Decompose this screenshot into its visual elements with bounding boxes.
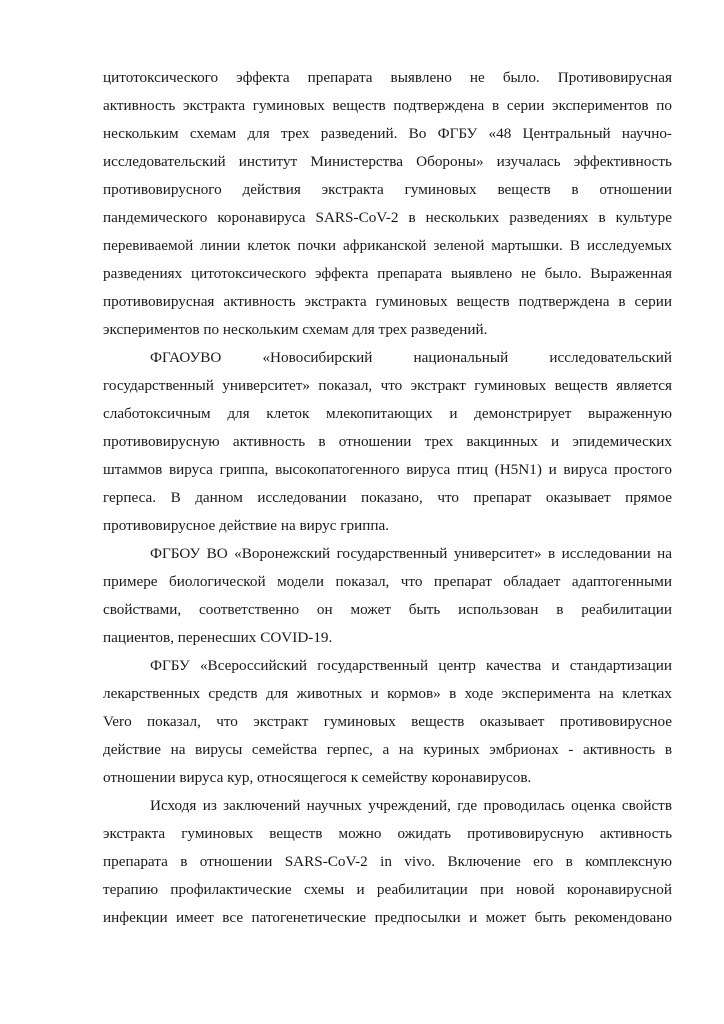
paragraph-2-line-5: штаммов вируса гриппа, высокопатогенного вируса птиц (H5N1) и вируса простого (103, 461, 672, 478)
paragraph-1-line-4: исследовательский институт Министерства Обороны» изучалась эффективность (103, 153, 672, 170)
paragraph-1-line-1: цитотоксического эффекта препарата выявлено не было. Противовирусная (103, 69, 672, 86)
paragraph-5-line-4: терапию профилактические схемы и реабилитации при новой коронавирусной (103, 881, 672, 898)
paragraph-3-line-2: примере биологической модели показал, что препарат обладает адаптогенными (103, 573, 672, 590)
paragraph-3-line-4: пациентов, перенесших COVID-19. (103, 629, 333, 646)
paragraph-1-line-6: пандемического коронавируса SARS-CoV-2 в нескольких разведениях в культуре (103, 209, 672, 226)
paragraph-1-line-8: разведениях цитотоксического эффекта препарата выявлено не было. Выраженная (103, 265, 672, 282)
paragraph-5-line-3: препарата в отношении SARS-CoV-2 in vivo. Включение его в комплексную (103, 853, 672, 870)
paragraph-4-line-4: действие на вирусы семейства герпес, а на куриных эмбрионах - активность в (103, 741, 672, 758)
paragraph-3-line-3: свойствами, соответственно он может быть использован в реабилитации (103, 601, 672, 618)
paragraph-5-line-1: Исходя из заключений научных учреждений, где проводилась оценка свойств (150, 797, 672, 814)
paragraph-4-line-5: отношении вируса кур, относящегося к семейству коронавирусов. (103, 769, 532, 786)
paragraph-3-line-1: ФГБОУ ВО «Воронежский государственный университет» в исследовании на (150, 545, 672, 562)
paragraph-4-line-1: ФГБУ «Всероссийский государственный центр качества и стандартизации (150, 657, 672, 674)
paragraph-1-line-10: экспериментов по нескольким схемам для трех разведений. (103, 321, 488, 338)
paragraph-1-line-3: нескольким схемам для трех разведений. Во ФГБУ «48 Центральный научно- (103, 125, 672, 142)
paragraph-2-line-3: слаботоксичным для клеток млекопитающих и демонстрирует выраженную (103, 405, 672, 422)
paragraph-5-line-2: экстракта гуминовых веществ можно ожидать противовирусную активность (103, 825, 672, 842)
paragraph-1-line-7: перевиваемой линии клеток почки африканской зеленой мартышки. В исследуемых (103, 237, 672, 254)
document-body (103, 64, 672, 932)
paragraph-1-line-9: противовирусная активность экстракта гуминовых веществ подтверждена в серии (103, 293, 672, 310)
paragraph-2-line-1: ФГАОУВО «Новосибирский национальный исследовательский (150, 349, 672, 366)
paragraph-1-line-2: активность экстракта гуминовых веществ подтверждена в серии экспериментов по (103, 97, 672, 114)
paragraph-5-line-5: инфекции имеет все патогенетические предпосылки и может быть рекомендовано (103, 909, 672, 926)
paragraph-2-line-6: герпеса. В данном исследовании показано, что препарат оказывает прямое (103, 489, 672, 506)
paragraph-4-line-3: Vero показал, что экстракт гуминовых веществ оказывает противовирусное (103, 713, 672, 730)
paragraph-2-line-2: государственный университет» показал, что экстракт гуминовых веществ является (103, 377, 672, 394)
paragraph-4-line-2: лекарственных средств для животных и кормов» в ходе эксперимента на клетках (103, 685, 672, 702)
paragraph-2-line-4: противовирусную активность в отношении трех вакцинных и эпидемических (103, 433, 672, 450)
paragraph-2-line-7: противовирусное действие на вирус гриппа. (103, 517, 390, 534)
paragraph-1-line-5: противовирусного действия экстракта гуминовых веществ в отношении (103, 181, 672, 198)
